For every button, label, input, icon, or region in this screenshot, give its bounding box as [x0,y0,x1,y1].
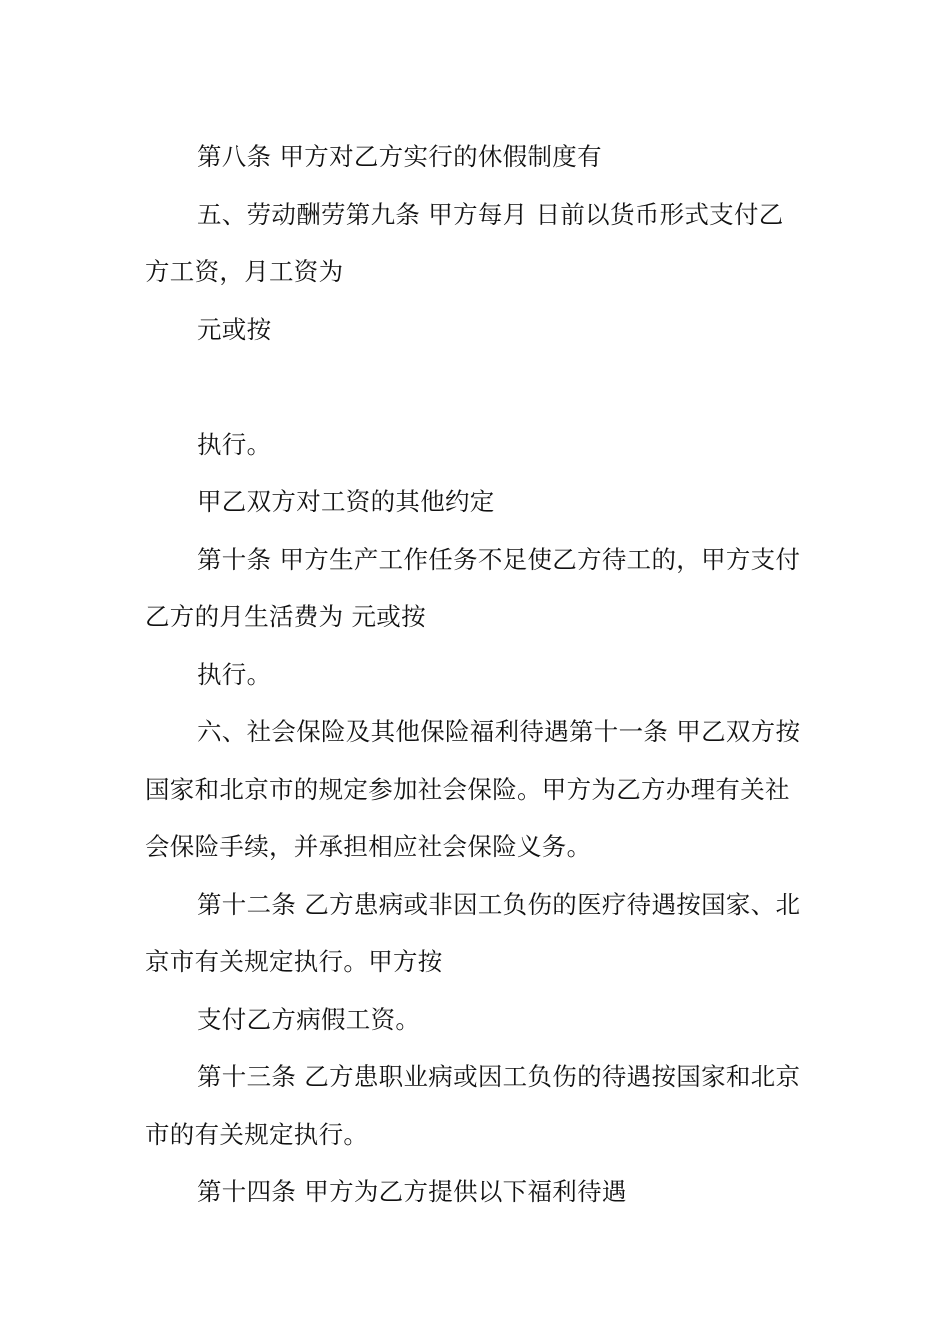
paragraph-execute-1: 执行。 [197,429,272,459]
paragraph-article-9: 五、劳动酬劳第九条 甲方每月 日前以货币形式支付乙方工资，月工资为 [145,199,784,286]
blank-line [145,358,807,416]
paragraph-article-10: 第十条 甲方生产工作任务不足使乙方待工的，甲方支付乙方的月生活费为 元或按 [145,544,801,631]
paragraph-salary-alt: 元或按 [197,314,272,344]
paragraph-article-8: 第八条 甲方对乙方实行的休假制度有 [197,142,602,171]
paragraph-article-13: 第十三条 乙方患职业病或因工负伤的待遇按国家和北京市的有关规定执行。 [145,1062,801,1149]
paragraph-other-salary-terms: 甲乙双方对工资的其他约定 [197,487,495,516]
paragraph-article-14: 第十四条 甲方为乙方提供以下福利待遇 [197,1177,627,1206]
paragraph-article-12: 第十二条 乙方患病或非因工负伤的医疗待遇按国家、北京市有关规定执行。甲方按 [145,889,801,976]
document-body [145,128,807,1221]
paragraph-sick-pay: 支付乙方病假工资。 [197,1004,421,1034]
paragraph-execute-2: 执行。 [197,659,272,689]
paragraph-article-11: 六、社会保险及其他保险福利待遇第十一条 甲乙双方按国家和北京市的规定参加社会保险。甲方为乙方办理有关社会保险手续，并承担相应社会保险义务。 [145,717,801,861]
